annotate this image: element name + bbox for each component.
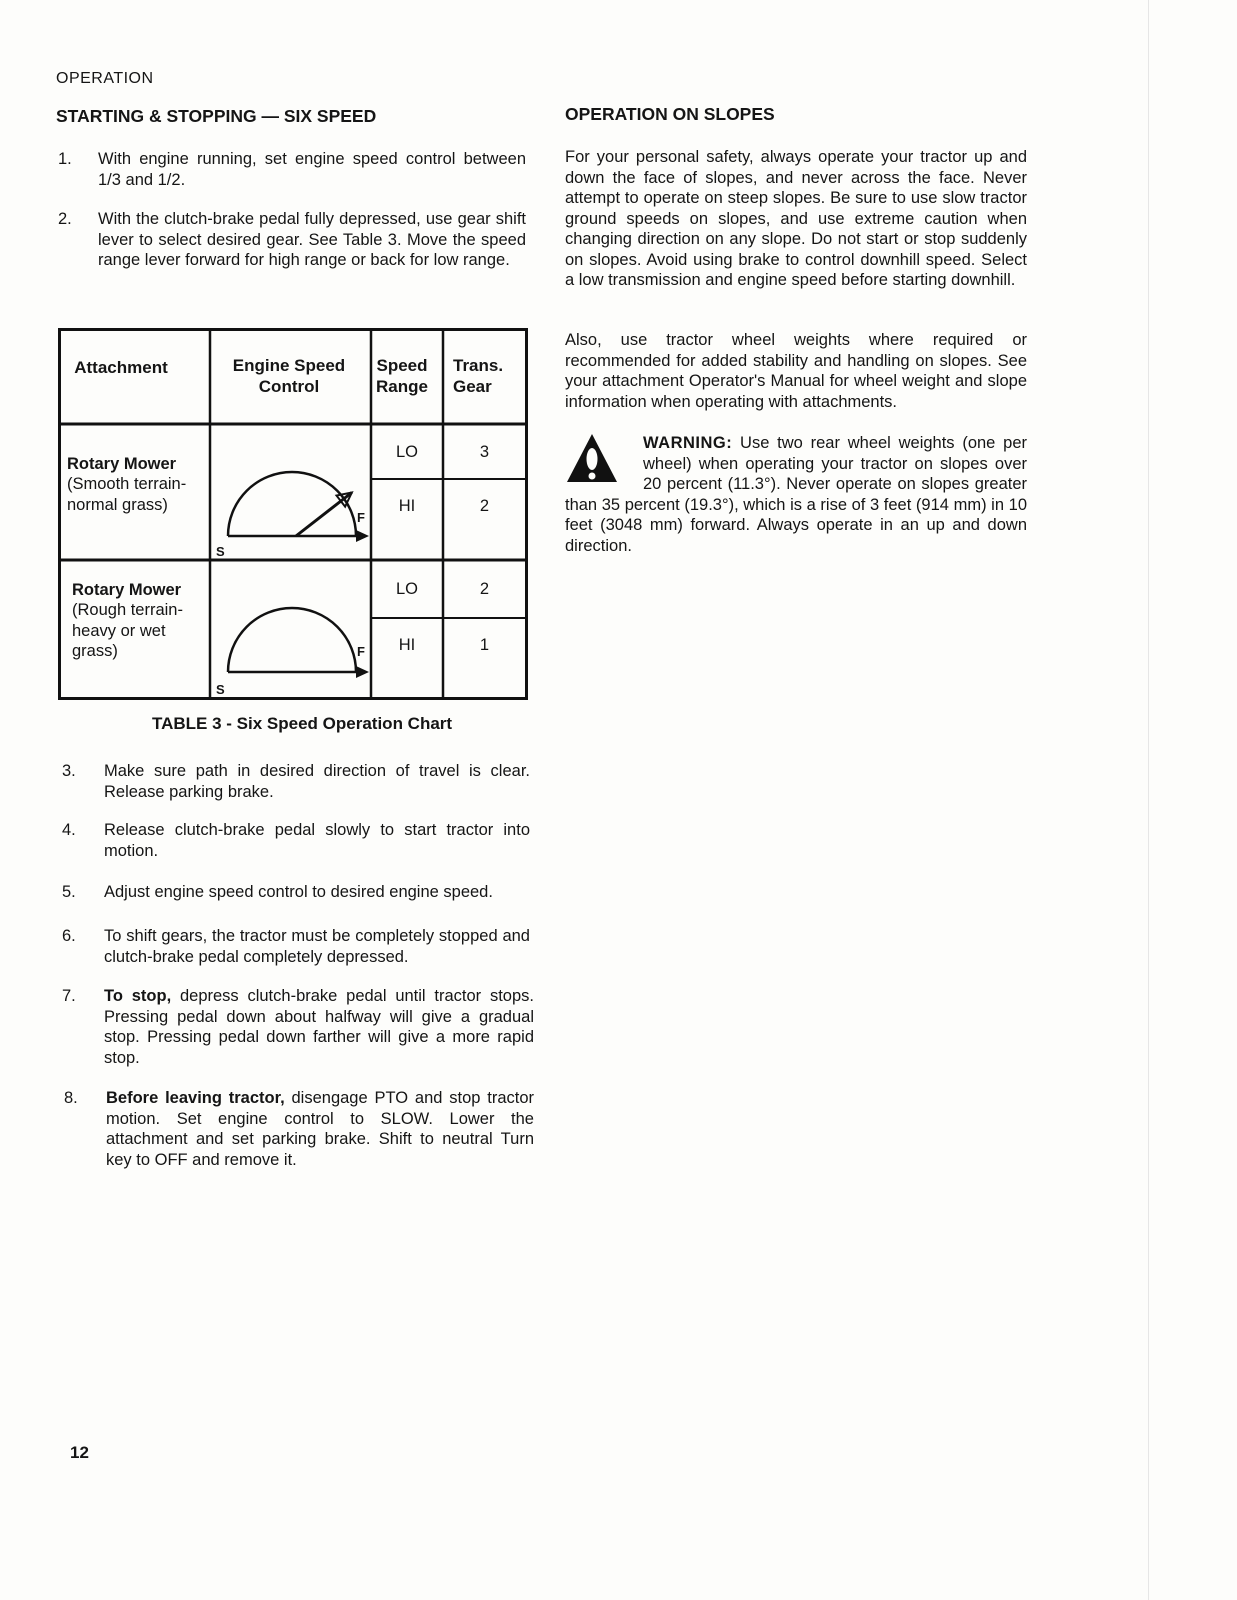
row-title: Rotary Mower bbox=[67, 455, 177, 473]
step-lead: To stop, bbox=[104, 987, 172, 1005]
header-engine-speed: Engine Speed Control bbox=[232, 356, 346, 396]
trans-gear-cell: 2 bbox=[479, 580, 490, 598]
step-text: With engine running, set engine speed control between 1/3 and 1/2. bbox=[98, 150, 526, 189]
step-number: 3. bbox=[62, 762, 76, 780]
section-label: OPERATION bbox=[56, 70, 154, 87]
table-caption: TABLE 3 - Six Speed Operation Chart bbox=[152, 714, 453, 733]
left-heading: STARTING & STOPPING — SIX SPEED bbox=[56, 106, 377, 126]
step-body: depress clutch-brake pedal until tractor stops. Pressing pedal down about halfway will give a gradual stop. Pressing pedal down farther will give a more rapid stop. bbox=[104, 987, 534, 1067]
gauge-slow-label: S bbox=[216, 544, 225, 559]
step-text: With the clutch-brake pedal fully depressed, use gear shift lever to select desired gear. See Table 3. Move the speed range lever forward for high range or back for low range. bbox=[98, 210, 526, 269]
slopes-paragraph: For your personal safety, always operate your tractor up and down the face of slopes, and never across the face. Never attempt to operate on steep slopes. Be sure to use slow tractor ground speeds on slopes, and use extreme caution when changing direction on any slope. Do not start or stop suddenly on slopes. Avoid using brake to control downhill speed. Select a low transmission and engine speed before starting downhill. bbox=[565, 148, 1027, 289]
step-text: To shift gears, the tractor must be completely stopped and clutch-brake pedal completely depressed. bbox=[104, 927, 530, 966]
gauge-fast-label: F bbox=[357, 510, 365, 525]
scan-edge bbox=[1148, 0, 1149, 1600]
trans-gear-cell: 1 bbox=[479, 636, 490, 654]
step-number: 4. bbox=[62, 821, 76, 839]
step-lead: Before leaving tractor, bbox=[106, 1089, 285, 1107]
trans-gear-cell: 3 bbox=[479, 443, 490, 461]
speed-range-cell: LO bbox=[395, 580, 418, 598]
gauge-fast-label: F bbox=[357, 644, 365, 659]
header-attachment: Attachment bbox=[74, 358, 168, 377]
step-text: Adjust engine speed control to desired engine speed. bbox=[104, 883, 493, 901]
step-number: 8. bbox=[64, 1089, 78, 1107]
step-number: 7. bbox=[62, 987, 76, 1005]
warning-text: Use two rear wheel weights (one per wheel) when operating your tractor on slopes over 20 percent (11.3°). Never operate on slopes greater than 35 percent (19.3°), which is a rise of 3 feet (914 mm) in 10 feet (3048 mm) forward. Always operate in an up and down direction. bbox=[565, 434, 1027, 555]
step-number: 2. bbox=[58, 210, 72, 228]
warning-block bbox=[565, 433, 1027, 556]
right-heading: OPERATION ON SLOPES bbox=[565, 104, 775, 124]
header-speed-range: Speed Range bbox=[376, 356, 428, 396]
engine-speed-gauge bbox=[210, 560, 371, 700]
trans-gear-cell: 2 bbox=[479, 497, 490, 515]
six-speed-table bbox=[58, 328, 528, 700]
speed-range-cell: HI bbox=[398, 636, 416, 654]
wheel-weights-paragraph: Also, use tractor wheel weights where required or recommended for added stability and handling on slopes. See your attachment Operator's Manual for wheel weight and slope information when operating with attachments. bbox=[565, 331, 1027, 411]
step-number: 1. bbox=[58, 150, 72, 168]
page-number: 12 bbox=[70, 1443, 89, 1462]
gauge-slow-label: S bbox=[216, 682, 225, 697]
speed-setting-pointer bbox=[296, 493, 352, 536]
header-trans-gear: Trans. Gear bbox=[453, 356, 504, 396]
speed-range-cell: LO bbox=[395, 443, 418, 461]
step-text bbox=[106, 1088, 534, 1170]
engine-speed-gauge bbox=[210, 424, 371, 560]
step-number: 6. bbox=[62, 927, 76, 945]
step-text: Release clutch-brake pedal slowly to start tractor into motion. bbox=[104, 821, 530, 860]
speed-range-cell: HI bbox=[398, 497, 416, 515]
row-title: Rotary Mower bbox=[72, 581, 182, 599]
step-text: Make sure path in desired direction of travel is clear. Release parking brake. bbox=[104, 762, 530, 801]
step-body: disengage PTO and stop tractor motion. Set engine control to SLOW. Lower the attachment and set parking brake. Shift to neutral Turn key to OFF and remove it. bbox=[106, 1089, 534, 1169]
row-desc: (Smooth terrain-normal grass) bbox=[67, 475, 187, 514]
step-number: 5. bbox=[62, 883, 76, 901]
warning-label: WARNING: bbox=[643, 434, 733, 452]
step-text bbox=[104, 986, 534, 1068]
row-desc: (Rough terrain-heavy or wet grass) bbox=[72, 601, 183, 660]
